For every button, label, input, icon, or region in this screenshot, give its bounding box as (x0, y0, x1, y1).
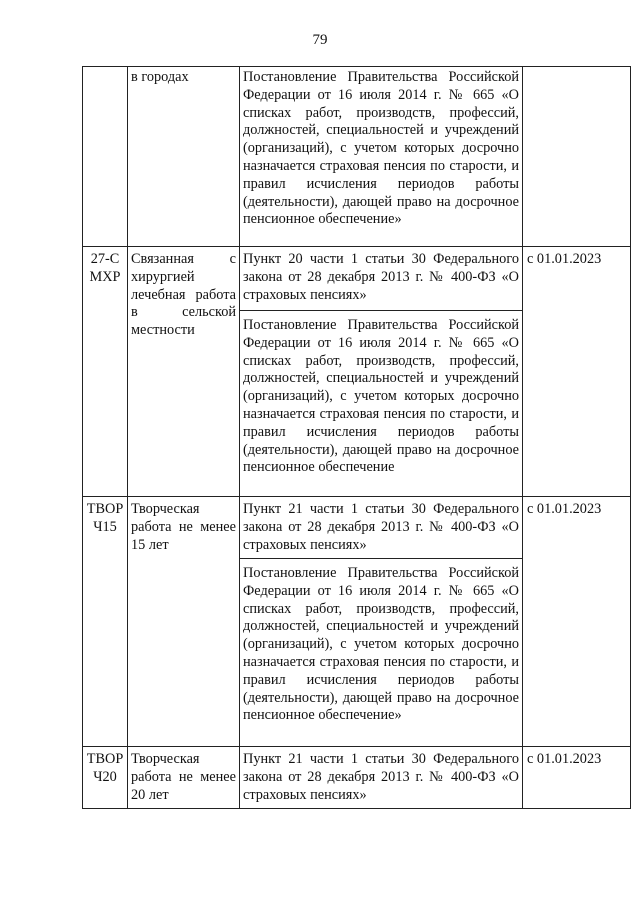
row-basis: Постановление Правительства Российской Федерации от 16 июля 2014 г. № 665 «О списках работ, производств, профессий, должностей, специальностей и учреждений (организаций), с учетом которых досрочно назначается страховая пенсия по старости, и правил исчисления периодов работы (деятельности), дающей право на досрочное пенсионное обеспечение» (240, 559, 523, 747)
row-name: Связанная с хирургией лечебная работа в сельской местности (128, 247, 240, 497)
table-row (83, 247, 631, 311)
row-name: Творческая работа не менее 20 лет (128, 747, 240, 809)
row-code (83, 67, 128, 247)
row-basis: Постановление Правительства Российской Федерации от 16 июля 2014 г. № 665 «О списках работ, производств, профессий, должностей, специальностей и учреждений (организаций), с учетом которых досрочно назначается страховая пенсия по старости, и правил исчисления периодов работы (деятельности), дающей право на досрочное пенсионное обеспечение (240, 311, 523, 497)
row-basis: Пункт 20 части 1 статьи 30 Федерального закона от 28 декабря 2013 г. № 400-ФЗ «О страховых пенсиях» (240, 247, 523, 311)
pension-codes-table (82, 66, 631, 809)
table-row (83, 67, 631, 247)
row-basis: Пункт 21 части 1 статьи 30 Федерального закона от 28 декабря 2013 г. № 400-ФЗ «О страховых пенсиях» (240, 497, 523, 559)
row-basis: Пункт 21 части 1 статьи 30 Федерального закона от 28 декабря 2013 г. № 400-ФЗ «О страховых пенсиях» (240, 747, 523, 809)
row-basis: Постановление Правительства Российской Федерации от 16 июля 2014 г. № 665 «О списках работ, производств, профессий, должностей, специальностей и учреждений (организаций), с учетом которых досрочно назначается страховая пенсия по старости, и правил исчисления периодов работы (деятельности), дающей право на досрочное пенсионное обеспечение» (240, 67, 523, 247)
row-date: с 01.01.2023 (523, 747, 631, 809)
row-name: Творческая работа не менее 15 лет (128, 497, 240, 747)
page-number: 79 (312, 32, 328, 48)
table-row (83, 747, 631, 809)
row-name: в городах (128, 67, 240, 247)
row-date (523, 67, 631, 247)
row-date: с 01.01.2023 (523, 247, 631, 497)
row-code: ТВОРЧ15 (83, 497, 128, 747)
table-row (83, 497, 631, 559)
row-code: 27-СМХР (83, 247, 128, 497)
row-date: с 01.01.2023 (523, 497, 631, 747)
row-code: ТВОРЧ20 (83, 747, 128, 809)
